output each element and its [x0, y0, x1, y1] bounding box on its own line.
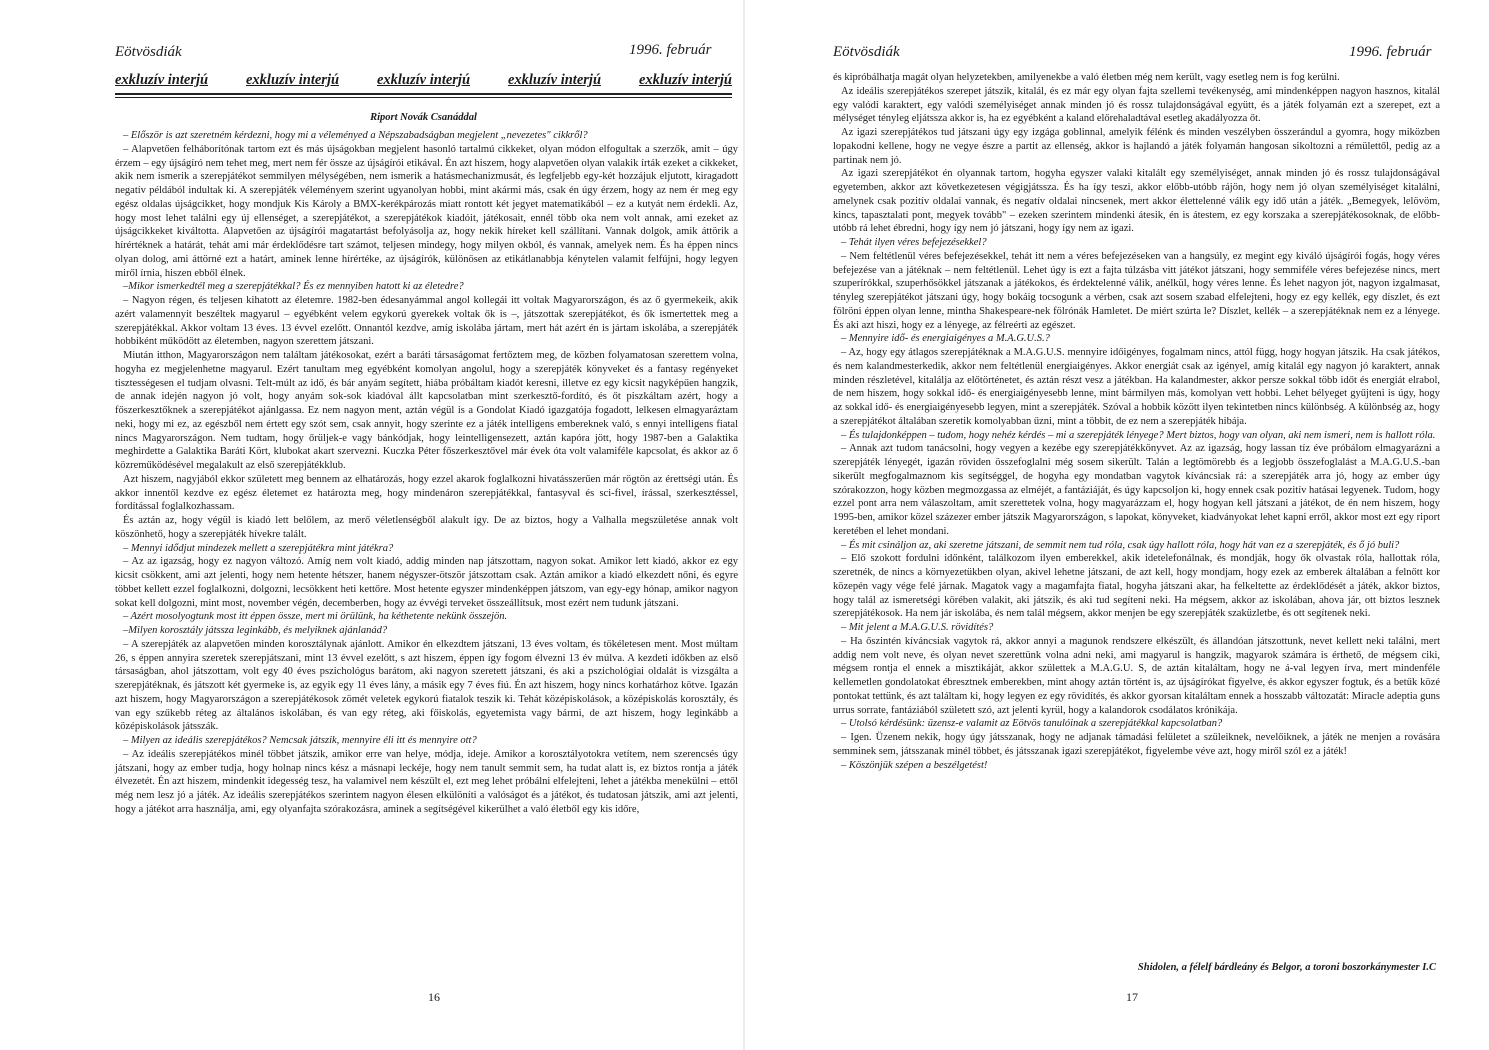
interview-question: – Mennyi idődjut mindezek mellett a szerepjátékra mint játékra? — [123, 542, 394, 554]
page-number-left: 16 — [428, 990, 440, 1004]
right-page — [745, 0, 1489, 1050]
interview-answer: – A szerepjáték az alapvetően minden korosztálynak ajánlott. Amikor én elkezdtem játszani, 13 éves voltam, és tökéletesen ment. Most múltam 26, s éppen annyira szeretek szerepjátszani, mint 13 évvel ezelőtt, s azt hiszem, éppen így fogom élvezni 13 év múlva. A kezdeti időkben az első társaságban, ahol játszottam, volt egy 40 éves pszichológus barátom, aki nagyon szeretett játszani, és aki a pszichológiai oldalát is vizsgálta a szerepjátéknak, és játszott két gyermeke is, az egyik egy 11 éves lány, a másik egy 7 éves fiú. Én azt hiszem, hogy nincs korhatárhoz kötve. Igazán azt hiszem, hogy Magyarországon a szerepjátékosok zömét veletek egykorú fiatalok teszik ki. Tehát középiskolások, a középiskolás korosztály, és van egy szűkebb réteg az általános iskolában, és van egy réteg, aki főiskolás, egyetemista vagy bármi, de azt hiszem, hogy leginkább a középiskolások játsszák. — [115, 638, 738, 733]
interview-question: –Mikor ismerkedtél meg a szerepjátékkal? És ez mennyiben hatott ki az életedre? — [123, 281, 464, 293]
interview-answer: Azt hiszem, nagyjából ekkor született meg bennem az elhatározás, hogy ezzel akarok foglalkozni hivatásszerűen már rögtön az érettségi után. És akkor innentől kezdve ez egész életemet ez határozta meg, hogy mindenáron szerepjátékkal, fantasyval és sci-fivel, írással, szerkesztéssel, fordítással foglalkozhassam. — [115, 473, 738, 513]
interview-answer: – Az, hogy egy átlagos szerepjátéknak a M.A.G.U.S. mennyire időigényes, fogalmam nincs, attól függ, hogy hogyan játszik. Ha csak játékos, és nem kalandmesterkedik, akkor nem feltétlenül energiaigényes. Akkor energiát csak az igényel, amíg kitalál egy nagyon jó karaktert, annak minden részletével, kitalálja az előtörténetet, és aztán részt vesz a játékban. Ha kalandmester, akkor persze sokkal több időt és energiát elrabol, de nem hiszem, hogy sokkal idő- és energiaigényesebb lenne, mint bármilyen más, komolyan vett hobbi. Lehet bélyeget gyűjteni is úgy, hogy az sokkal idő- és energiaigényesebb legyen, mint a szerepjáték. Szóval a hobbik között ilyen tekintetben nincs különbség. A különbség az, hogy a szerepjátékot általában szeretik komolyabban űzni, mint a többit, de ez nem a szerepjáték hibája. — [833, 347, 1440, 427]
interview-answer: Az igazi szerepjátékot én olyannak tartom, hogyha egyszer valaki kitalált egy személyiséget, annak minden jó és rossz tulajdonságával egyetemben, akkor azt következetesen végigjátssza. És ha így teszi, akkor előbb-utóbb rájön, hogy nem jó olyan személyiséget kitalálni, amelynek csak pozitív oldalai vannak, és negatív oldalai nincsenek, mert akkor élettelenné válik egy idő után a játék. „Bemegyek, lelövöm, kincs, tapasztalati pont, megyek tovább" – ezeken szerintem mindenki átesik, én is átestem, ez egy korszaka a szerepjátékosoknak, de előbb-utóbb rá lehet ébredni, hogy így nem jó játszani, hogy így nem az igazi. — [833, 168, 1440, 235]
left-article-column — [115, 129, 738, 817]
exclusive-banner — [115, 72, 732, 89]
interview-question: –Milyen korosztály játssza leginkább, és melyiknek ajánlanád? — [123, 625, 388, 636]
interview-question: – Utolsó kérdésünk: üzensz-e valamit az Eötvös tanulóinak a szerepjátékkal kapcsolatban? — [841, 718, 1223, 730]
banner-label: exkluzív interjú — [115, 72, 209, 88]
interview-question: – Köszönjük szépen a beszélgetést! — [841, 759, 988, 771]
interview-answer: Az igazi szerepjátékos tud játszani úgy egy izgága goblinnal, amelyik félénk és minden veszélyben összerándul a gyomra, hogy miközben lopakodni kellene, hogy ne vegye észre a partit az ellenség, akkor is hajlandó a játék folyamán hangosan sikoltozni a rémülettől, pedig az a partinak nem jó. — [833, 127, 1440, 166]
interview-answer: – Az az igazság, hogy ez nagyon változó. Amíg nem volt kiadó, addig minden nap játszottam, nagyon sokat. Amikor lett kiadó, akkor ez egy kicsit csökkent, ami azt jelenti, hogy nem hetente hétszer, hanem négyszer-ötször játszottam csak. Aztán amikor a kiadó elkezdett nőni, és egyre többet kellett ezzel foglalkozni, dolgozni, lecsökkent heti kettőre. Most hetente egyszer mindenképpen játszom, van egy-egy hónap, amikor nagyon sokat kell dolgozni, mint most, november végén, decemberben, hogy az évvégi terveket összeállítsuk, most ezért nem tudunk játszani. — [115, 556, 738, 609]
banner-label: exkluzív interjú — [376, 72, 471, 88]
author-signature: Shidolen, a félelf bárdleány és Belgor, a toroni boszorkánymester I.C — [1137, 962, 1436, 973]
right-article-column — [833, 71, 1440, 772]
interview-question: – És mit csináljon az, aki szeretne játszani, de semmit nem tud róla, csak úgy hallott róla, hogy hát van ez a szerepjáték, és ő jó buli? — [841, 539, 1400, 551]
page-number-right: 17 — [1126, 990, 1138, 1004]
magazine-name-right: Eötvösdiák — [833, 44, 900, 60]
interview-answer: – Az ideális szerepjátékos minél többet játszik, amikor erre van helye, módja, ideje. Amikor a korosztályotokra vetítem, nem szerencsés úgy játszani, hogy az ember tudja, hogy holnap nincs kész a másnapi leckéje, hogy nem tanult semmit sem, ha tudat alatt is, ez biztos rontja a játék élvezetét. Én azt hiszem, mindenkit idegesség tesz, ha valamivel nem készült el, ezt meg lehet próbálni elfelejteni, lehet a játékba menekülni – ettől még nem lesz jó a játék. Az ideális szerepjátékos szerintem nagyon élesen elkülöníti a valóságot és a játékot, és tudatosan játszik, ami azt jelenti, hogy a játékot arra használja, ami, egy olyanfajta szórakozásra, aminek a segítségével kikerülhet a való életből egy kis időre, — [115, 748, 738, 815]
interview-question: – Mit jelent a M.A.G.U.S. rövidítés? — [841, 622, 994, 633]
interview-answer: – Annak azt tudom tanácsolni, hogy vegyen a kezébe egy szerepjátékkönyvet. Az az igazság, hogy lassan tíz éve próbálom elmagyarázni a szerepjáték lényegét, igazán röviden összefoglalni még sosem sikerült. Talán a legtömörebb és a legjobb összefoglalást a M.A.G.U.S.-ban sikerült megfogalmaznom kis segítséggel, de hogyha egy mondatban vagytok kíváncsiak rá: a szerepjáték arra jó, hogy az ember úgy szórakozzon, hogy közben megmozgassa az elméjét, a fantáziáját, és úgy kapcsoljon ki, hogy ennek csak pozitív hatásai legyenek. Tudom, hogy ezzel pont arra nem válaszoltam, amit szerettetek volna, hogy magyarázzam el, hogy hogyan kell játszani a játékot, de én nem hiszem, hogy 1995-ben, amikor közel százezer ember játszik Magyarországon, s lapokat, könyveket, kiadványokat lehet kapni erről, akkor most ezt egy riport keretében el lehet mondani. — [833, 443, 1440, 537]
interview-answer: És aztán az, hogy végül is kiadó lett belőlem, az merő véletlenségből alakult így. De az biztos, hogy a Valhalla megszületése annak volt köszönhető, hogy a szerepjáték hívekre talált. — [115, 515, 738, 540]
interview-question: – Mennyire idő- és energiaigényes a M.A.G.U.S.? — [841, 333, 1050, 345]
interview-answer: Az ideális szerepjátékos szerepet játszik, kitalál, és ez már egy olyan fajta szellemi tevékenység, ami mindenképpen nagyon hasznos, kitalál egy valódi karaktert, egy valódi személyiséget annak minden jó és rossz tulajdonságával együtt, és a játék folyamán ezt a szerepet, ezt a mélységet tényleg eljátssza akkor is, ha ez egyébként a kaland előrehaladtával esetleg akadályozza őt. — [833, 85, 1440, 125]
interview-question: – És tulajdonképpen – tudom, hogy nehéz kérdés – mi a szerepjáték lényege? Mert biztos, hogy van olyan, aki nem ismeri, nem is hallott róla. — [841, 429, 1436, 441]
interview-question: – Azért mosolyogtunk most itt éppen össze, mert mi örülünk, ha kéthetente nekünk összejön. — [123, 611, 508, 623]
interview-answer: Miután itthon, Magyarországon nem találtam játékosokat, ezért a baráti társaságomat fertőztem meg, de közben folyamatosan szerettem volna, hogyha ez megjelenhetne magyarul. Ezért tanultam meg egyébként komolyan angolul, hogy a szerepjáték könyveket és a fantasy regényeket tisztességesen el tudjam olvasni. Telt-múlt az idő, és bár anyám segített, hiába próbáltam kiadót keresni, illetve ez egy kicsit nagyképűen hangzik, de annak idején nagyon jó volt, hogy anyám sok-sok kiadóval állt kapcsolatban mint szerkesztő-fordító, és őt piszkáltam azért, hogy a főszerkesztőknek a szerepjátékot ajánlgassa. Ez nem nagyon ment, aztán végül is a Gondolat Kiadó igazgatója fogadott, lelkesen elmagyaráztam neki, hogy mi ez, az egészből nem értett egy szót sem, csak annyit, hogy szerinte ez a játék intelligens embereknek való, s ennyi intelligens fiatal nincs Magyarországon. Nem tudtam, hogy őrüljek-e vagy bánkódjak, hogy leintelligensezett, aztán kapóra jött, hogy 1987-ben a Galaktika meghirdette a Galaktika Baráti Kört, klubokat akart szervezni. Kuczka Péter főszerkesztővel már évek óta volt valamiféle kapcsolat, és akkor az ő közreműködésével megalakult az első szerepjátékklub. — [115, 350, 738, 471]
issue-date-left: 1996. február — [629, 42, 712, 58]
interview-answer: – Nagyon régen, és teljesen kihatott az életemre. 1982-ben édesanyámmal angol kollegái itt voltak Magyarországon, és az ő gyermekeik, akik azért valamennyit beszéltek magyarul – egyébként velem egykorú gyerekek voltak ők is –, játszottak szerepjátékot, és ők ismertettek meg a szerepjátékkal. Akkor voltam 13 éves. 13 évvel ezelőtt. Onnantól kezdve, amíg iskolába jártam, mert hát azért én is jártam iskolába, a szerepjáték hobbiként működött az életemben, nagyon szerettem játszani. — [115, 295, 738, 348]
banner-label: exkluzív interjú — [507, 72, 602, 88]
banner-rule-thin — [115, 97, 732, 98]
interview-answer: – Nem feltétlenül véres befejezésekkel, tehát itt nem a véres befejezéseken van a hangsúly, ez megint egy kiváló újságírói fogás, hogy véres befejezése van a játéknak – nem feltétlenül. Lehet úgy is ezt a fajta túlzásba vitt játékot játszani, hogy semmiféle véres befejezése nincs, mert szuperírókkal, szuperhősökkel játszanak a játékokos, és érdektelenné válik, anélkül, hogy véres lenne. És lehet nagyon jót, nagyon izgalmasat, tényleg szerepjátékot játszani úgy, hogy bokáig tocsogunk a vérben, csak azt sosem szabad elfelejteni, hogy ez egy kellék, egy díszlet, és ezt fölröni éppen olyan lenne, mintha Shakespeare-nek fölrónák Hamletet. De miért szúrta le? Díszlet, kellék – a szerepjátéknak nem ez a lényege. És aki azt hiszi, hogy ez a lényege, az félreérti az egészet. — [833, 250, 1440, 331]
interview-answer: – Ha őszintén kíváncsiak vagytok rá, akkor annyi a magunok rendszere elkészült, és állandóan játszottunk, nevet kellett neki találni, mert addig nem volt neve, és olyan nevet szerettünk volna adni neki, ami magyarul is hangzik, magyarok számára is érthető, de mégsem ciki, mégsem rontja el ennek a misztikáját, akkor születtek a M.A.G.U. S, de aztán kitaláltam, hogy ne á-val legyen írva, mert mindenféle kellemetlen gondolatokat ébresztnek emberekben, mint ahogy aztán történt is, az újságírókat figyelve, és akkor egyszer fogtuk, és a betűk közé pontokat tettünk, és azt találtam ki, hogy legyen ez egy rövidítés, és akkor gyorsan kitaláltam ennek a hosszabb változatát: Miracle adeptia guns urrus sorrate, fantáziából született szó, azt jelenti kyrül, hogy a kalandorok csodálatos krónikája. — [833, 635, 1440, 716]
interview-answer: – Elő szokott fordulni időnként, találkozom ilyen emberekkel, akik idetelefonálnak, és mondják, hogy ők olvastak róla, hallottak róla, szeretnék, de nincs a környezetükben olyan, akivel lehetne játszani, de azt kell, hogy mondjam, hogy ezek az emberek általában a felnőtt kor közepén vagy vége felé járnak. Magatok vagy a magamfajta fiatal, hogyha játszani akar, ha felkeltette az érdeklődését a játék, akkor biztos, hogy talál az ismeretségi körében valakit, aki játszik, és aki tud segíteni neki. Ha mégsem, akkor az iskolában, ahova jár, ott biztos lesznek szerepjátékosok. Ha nem jár iskolába, és nem talál mégsem, akkor menjen be egy szerepjáték szaküzletbe, és ott segítenek neki. — [833, 553, 1440, 620]
interview-question: – Először is azt szeretném kérdezni, hogy mi a véleményed a Népszabadságban megjelent „nevezetes" cikkről? — [123, 130, 588, 141]
interview-question: – Tehát ilyen véres befejezésekkel? — [841, 237, 987, 248]
left-page — [0, 0, 744, 1050]
interview-answer: – Igen. Üzenem nekik, hogy úgy játsszanak, hogy ne adjanak támadási felületet a szüleiknek, nevelőiknek, a játék ne menjen a rovására semminek sem, játsszanak minél többet, és játsszanak igazi szerepjátékot, figyelembe véve azt, hogy miről szól ez a játék! — [833, 732, 1440, 757]
magazine-name-left: Eötvösdiák — [115, 44, 182, 60]
issue-date-right: 1996. február — [1349, 44, 1432, 60]
interview-answer: – Alapvetően felháborítónak tartom ezt és más újságokban megjelent hasonló tartalmú cikkeket, olyan módon elfogultak a szerzők, amit – úgy érzem – egy újságíró nem tehet meg, mert nem fér össze az újságírói etikával. Én azt hiszem, hogy alapvetően olyan valakik írták ezeket a cikkeket, akik nem ismerik a szerepjátékot semmilyen mélységében, nem ismerik a hatásmechanizmusát, és legfeljebb egy-két hozzájuk eljutott, kiragadott negatív példából indultak ki. A szerepjáték véleményem szerint ugyanolyan hobbi, mint akármi más, csak én úgy érzem, hogy az nem ér meg egy egész oldalas újságcikket, hogy mondjuk Kis Károly a BMX-kerékpározás miatt rontott két jegyet matematikából – ez a kutyát nem érdekli. Az, hogy most lehet találni egy új ellenséget, a szerepjátékot, a szerepjátékok kiadóit, játékosait, ennél több oka nem volt annak, ami ezeket az újságcikkeket kiváltotta. Alapvetően az újságírói magatartást befolyásolja az, hogy nekik híreket kell szállítani. Vannak dolgok, amik áttörik a hírértéknek a határát, tehát ami már érdeklődésre tart számot, teljesen mindegy, hogy milyen okból, és vannak, amelyek nem. És ha éppen nincs olyan dolog, ami áttörné ezt a határt, aminek lenne hírértéke, az újságírók, különösen az etikátlanabbja kénytelen valamit felfújni, hogy legyen miről írnia, hiszen ebből élnek. — [115, 143, 738, 279]
banner-label: exkluzív interjú — [638, 72, 732, 88]
interview-question: – Milyen az ideális szerepjátékos? Nemcsak játszik, mennyire éli itt és mennyire ott? — [123, 735, 477, 746]
interview-subtitle: Riport Novák Csanáddal — [370, 112, 477, 123]
interview-answer: és kipróbálhatja magát olyan helyzetekben, amilyenekbe a való életben még nem került, vagy esetleg nem is fog kerülni. — [833, 72, 1340, 83]
banner-label: exkluzív interjú — [245, 72, 340, 88]
banner-rule-thick — [115, 93, 732, 95]
